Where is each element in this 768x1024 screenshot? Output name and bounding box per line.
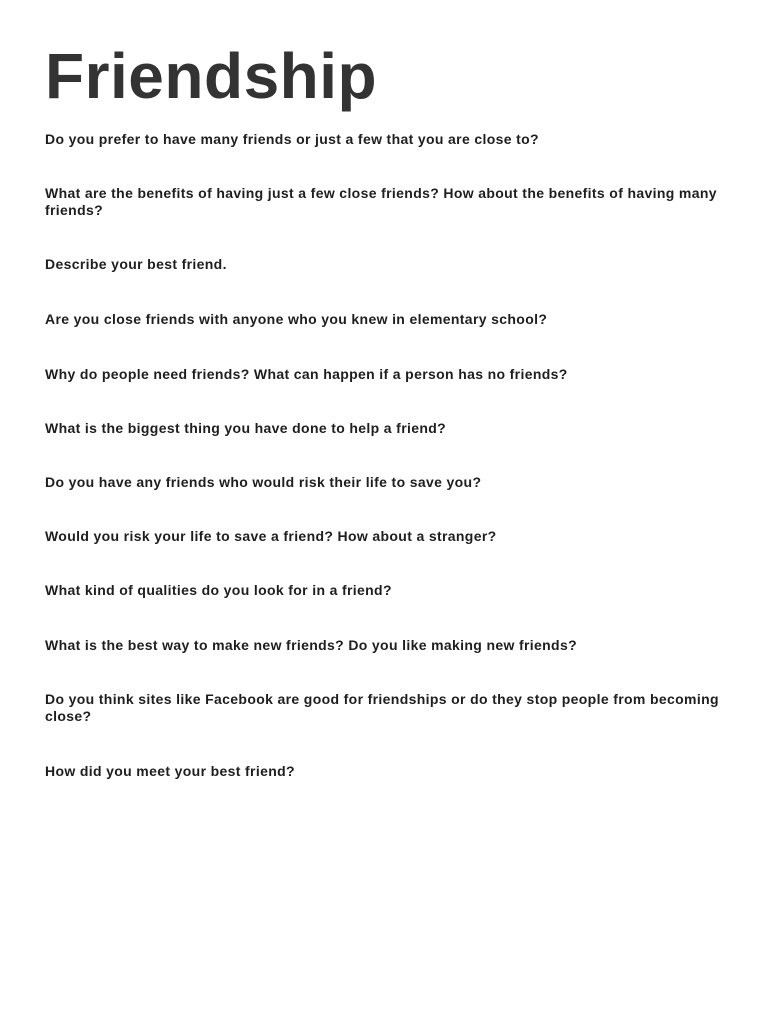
question-item: Do you prefer to have many friends or just a few that you are close to? — [45, 131, 539, 147]
question-item: What is the biggest thing you have done to help a friend? — [45, 420, 447, 436]
question-item: How did you meet your best friend? — [45, 763, 295, 779]
question-item: Are you close friends with anyone who you knew in elementary school? — [45, 311, 548, 327]
question-item: Would you risk your life to save a friend? How about a stranger? — [45, 528, 497, 544]
question-item: What is the best way to make new friends? Do you like making new friends? — [45, 637, 577, 653]
question-item: Do you think sites like Facebook are good for friendships or do they stop people from becoming close? — [45, 691, 719, 724]
question-item: Describe your best friend. — [45, 256, 227, 272]
page-title: Friendship — [45, 40, 378, 112]
question-item: What are the benefits of having just a few close friends? How about the benefits of having many friends? — [45, 185, 717, 218]
question-item: What kind of qualities do you look for in a friend? — [45, 582, 392, 598]
question-item: Why do people need friends? What can happen if a person has no friends? — [45, 366, 568, 382]
question-item: Do you have any friends who would risk their life to save you? — [45, 474, 482, 490]
